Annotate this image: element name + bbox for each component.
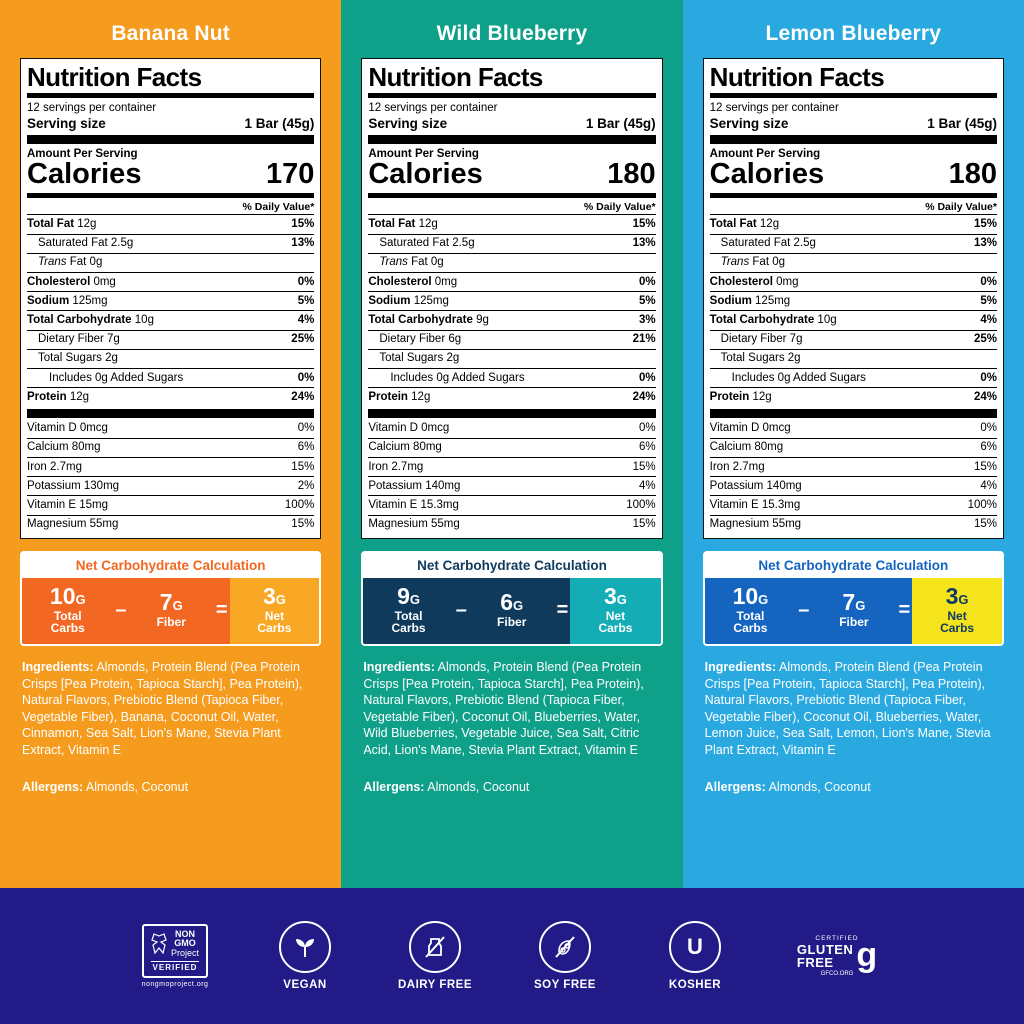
- gf-certified-text: CERTIFIED: [815, 934, 859, 942]
- servings-per-container: 12 servings per container: [709, 102, 839, 114]
- vitamin-label: Vitamin D 0mcg: [368, 422, 450, 435]
- nutrient-dv: 24%: [291, 390, 315, 403]
- nutrient-dv: 0%: [297, 371, 315, 384]
- vitamin-label: Vitamin D 0mcg: [709, 422, 791, 435]
- vitamin-label: Potassium 130mg: [27, 479, 120, 492]
- serving-size-label: Serving size: [709, 116, 789, 132]
- amount-per-serving: Amount Per Serving: [368, 148, 479, 161]
- vitamin-dv: 15%: [632, 460, 656, 473]
- butterfly-icon: [151, 933, 167, 955]
- gf-org-text: GFCO.ORG: [820, 971, 854, 978]
- net-total-caption: Total Carbs: [50, 608, 85, 636]
- nutrient-label: Dietary Fiber 7g: [720, 333, 803, 346]
- serving-size-value: 1 Bar (45g): [244, 116, 315, 132]
- vitamin-label: Iron 2.7mg: [709, 460, 765, 473]
- kosher-u-glyph: U: [687, 934, 703, 959]
- net-total-caption: Total Carbs: [733, 608, 768, 636]
- daily-value-header: % Daily Value*: [242, 201, 315, 214]
- net-result-value: 3: [603, 582, 617, 609]
- nutrient-dv: 13%: [291, 237, 315, 250]
- ingredients-text: Almonds, Protein Blend (Pea Protein Crisps [Pea Protein, Tapioca Starch], Pea Protein), Natural Flavors, Prebiotic Blend (Tapioca Fiber, Vegetable Fiber), Coconut Oil, Blueberries, Water, Wild Blueberries, Vegetable Juice, Sea Salt, Citric Acid, Lion's Mane, Stevia Plant Extract, Vitamin E: [363, 660, 644, 757]
- serving-size-value: 1 Bar (45g): [585, 116, 656, 132]
- ingredients-label: Ingredients:: [363, 660, 435, 675]
- nutrient-dv: 0%: [980, 371, 997, 384]
- vitamin-label: Vitamin E 15.3mg: [368, 498, 459, 511]
- nutrient-label: Cholesterol 0mg: [27, 275, 116, 288]
- nutrient-dv: 21%: [632, 333, 656, 346]
- net-fiber-value: 6: [500, 589, 514, 616]
- nutrient-dv: 0%: [297, 275, 315, 288]
- panel-banana-nut: [0, 0, 341, 888]
- net-carb-row: [363, 578, 660, 644]
- serving-size-row: [368, 115, 655, 133]
- vitamin-dv: 0%: [980, 422, 997, 435]
- vitamin-rows: [710, 420, 997, 534]
- daily-value-header: % Daily Value*: [583, 201, 656, 214]
- nutrient-label: Includes 0g Added Sugars: [390, 371, 525, 384]
- nutrient-label: Sodium 125mg: [709, 294, 791, 307]
- badge-vegan: [257, 921, 353, 991]
- net-total-caption: Total Carbs: [391, 608, 426, 636]
- nutrition-facts-title: Nutrition Facts: [709, 62, 885, 92]
- allergens-label: Allergens:: [363, 780, 425, 795]
- nutrient-label: Protein 12g: [368, 390, 431, 403]
- nutrient-label: Saturated Fat 2.5g: [38, 237, 134, 250]
- ingredients-text: Almonds, Protein Blend (Pea Protein Crisps [Pea Protein, Tapioca Starch], Pea Protein), Natural Flavors, Prebiotic Blend (Tapioca Fiber, Vegetable Fiber), Banana, Coconut Oil, Water, Cinnamon, Sea Salt, Lion's Mane, Stevia Plant Extract, Vitamin E: [22, 660, 303, 757]
- amount-per-serving: Amount Per Serving: [709, 148, 821, 161]
- kosher-caption: KOSHER: [668, 979, 722, 991]
- non-gmo-url: nongmoproject.org: [141, 981, 209, 989]
- amount-per-serving: Amount Per Serving: [27, 148, 138, 161]
- nutrient-label: Total Sugars 2g: [379, 352, 460, 365]
- calories-label: Calories: [27, 158, 142, 191]
- badge-non-gmo: [127, 924, 223, 989]
- kosher-u-icon: [669, 921, 721, 973]
- vitamin-label: Vitamin D 0mcg: [27, 422, 108, 435]
- nutrient-label: Dietary Fiber 7g: [38, 333, 120, 346]
- servings-per-container: 12 servings per container: [27, 102, 157, 114]
- nutrient-rows: [27, 215, 314, 406]
- certification-footer: [0, 888, 1024, 1024]
- vitamin-label: Vitamin E 15mg: [27, 498, 108, 511]
- vitamin-label: Magnesium 55mg: [27, 518, 119, 531]
- nutrient-dv: 5%: [639, 294, 656, 307]
- ingredients-label: Ingredients:: [704, 660, 777, 675]
- badge-kosher: [647, 921, 743, 991]
- gf-free-text: FREE: [796, 955, 834, 971]
- allergens-text: Almonds, Coconut: [765, 780, 871, 795]
- net-carb-row: [705, 578, 1002, 644]
- nutrient-dv: 15%: [632, 217, 656, 230]
- nutrient-dv: 15%: [973, 217, 997, 230]
- nutrient-dv: 0%: [639, 371, 656, 384]
- allergens-block: [705, 780, 1002, 794]
- vitamin-dv: 100%: [967, 498, 997, 511]
- calories-row: [368, 160, 655, 191]
- net-result-cell: [912, 578, 1002, 644]
- nutrient-label: Trans Fat 0g: [379, 256, 444, 269]
- vitamin-dv: 6%: [980, 441, 997, 454]
- net-fiber-value: 7: [159, 589, 173, 616]
- net-fiber-value: 7: [842, 589, 856, 616]
- nutrient-label: Total Carbohydrate 10g: [27, 313, 154, 326]
- net-result-unit: G: [958, 591, 969, 607]
- net-result-cell: [230, 578, 320, 644]
- serving-size-row: [27, 115, 314, 133]
- dairy-free-icon: [409, 921, 461, 973]
- nutrient-label: Total Fat 12g: [368, 217, 438, 230]
- calories-value: 180: [607, 158, 656, 191]
- vitamin-dv: 15%: [632, 518, 656, 531]
- net-carb-title: Net Carbohydrate Calculation: [75, 557, 266, 573]
- nutrient-dv: 3%: [639, 313, 656, 326]
- leaf-glyph: [292, 934, 318, 960]
- net-fiber-unit: G: [513, 598, 524, 614]
- calories-label: Calories: [709, 158, 825, 191]
- net-carb-title: Net Carbohydrate Calculation: [417, 557, 607, 573]
- nutrient-dv: 4%: [980, 313, 997, 326]
- net-fiber-cell: [129, 578, 214, 644]
- gf-g-logo: g: [856, 935, 878, 974]
- vitamin-label: Vitamin E 15.3mg: [709, 498, 801, 511]
- net-carb-box: [703, 551, 1004, 646]
- nutrition-facts-label: [20, 58, 321, 539]
- nutrition-facts-title: Nutrition Facts: [27, 62, 202, 92]
- net-fiber-caption: Fiber: [497, 615, 527, 630]
- non-gmo-text: NON GMO Project: [170, 928, 199, 958]
- net-carb-row: [22, 578, 319, 644]
- minus-sign: –: [455, 599, 467, 622]
- nutrient-label: Protein 12g: [27, 390, 90, 403]
- vitamin-label: Calcium 80mg: [368, 441, 442, 454]
- vitamin-label: Calcium 80mg: [27, 441, 101, 454]
- net-result-value: 3: [945, 582, 959, 609]
- net-total-value: 10: [732, 582, 759, 609]
- nutrient-label: Trans Fat 0g: [38, 256, 103, 269]
- panel-wild-blueberry: [341, 0, 682, 888]
- net-carb-box: [20, 551, 321, 646]
- nutrient-label: Sodium 125mg: [368, 294, 449, 307]
- calories-label: Calories: [368, 158, 483, 191]
- nutrition-facts-label: [361, 58, 662, 539]
- dairy-free-caption: DAIRY FREE: [397, 979, 472, 991]
- nutrient-label: Total Sugars 2g: [720, 352, 801, 365]
- allergens-text: Almonds, Coconut: [424, 780, 530, 795]
- vitamin-dv: 4%: [980, 479, 997, 492]
- vitamin-rows: [368, 420, 655, 534]
- nutrient-label: Cholesterol 0mg: [368, 275, 458, 288]
- equals-sign: =: [556, 599, 569, 622]
- allergens-label: Allergens:: [704, 780, 766, 795]
- vitamin-dv: 0%: [639, 422, 656, 435]
- nutrient-dv: 13%: [973, 237, 997, 250]
- badge-soy-free: [517, 921, 613, 991]
- vitamin-dv: 6%: [639, 441, 656, 454]
- milk-carton-glyph: [421, 933, 449, 961]
- nutrient-dv: 15%: [291, 217, 315, 230]
- allergens-label: Allergens:: [22, 780, 84, 795]
- net-total-value: 10: [49, 582, 76, 609]
- vitamin-dv: 15%: [291, 518, 315, 531]
- badge-dairy-free: [387, 921, 483, 991]
- nutrient-dv: 24%: [632, 390, 656, 403]
- net-fiber-unit: G: [855, 598, 866, 614]
- nutrient-dv: 25%: [973, 333, 997, 346]
- vitamin-dv: 100%: [626, 498, 656, 511]
- serving-size-value: 1 Bar (45g): [927, 116, 997, 132]
- nutrient-label: Total Sugars 2g: [38, 352, 118, 365]
- serving-size-label: Serving size: [27, 116, 106, 132]
- nutrient-label: Total Carbohydrate 10g: [709, 313, 837, 326]
- ingredients-block: [22, 659, 319, 758]
- serving-size-label: Serving size: [368, 116, 448, 132]
- nutrient-label: Total Fat 12g: [709, 217, 780, 230]
- equals-sign: =: [898, 599, 911, 622]
- equals-sign: =: [215, 599, 228, 622]
- servings-per-container: 12 servings per container: [368, 102, 498, 114]
- vitamin-dv: 15%: [291, 460, 315, 473]
- vegan-leaf-icon: [279, 921, 331, 973]
- net-total-unit: G: [758, 591, 769, 607]
- nutrient-label: Total Carbohydrate 9g: [368, 313, 489, 326]
- allergens-block: [363, 780, 660, 794]
- vitamin-dv: 100%: [284, 498, 315, 511]
- net-total-cell: [705, 578, 797, 644]
- vitamin-label: Potassium 140mg: [368, 479, 461, 492]
- nutrition-facts-title: Nutrition Facts: [368, 62, 543, 92]
- nutrient-label: Saturated Fat 2.5g: [720, 237, 816, 250]
- net-fiber-unit: G: [172, 598, 183, 614]
- net-fiber-cell: [469, 578, 555, 644]
- nutrient-dv: 0%: [639, 275, 656, 288]
- net-total-cell: [363, 578, 453, 644]
- vitamin-dv: 2%: [297, 479, 315, 492]
- net-fiber-caption: Fiber: [156, 615, 186, 630]
- nutrient-label: Saturated Fat 2.5g: [379, 237, 475, 250]
- ingredients-block: [363, 659, 660, 758]
- calories-value: 170: [265, 158, 315, 191]
- vitamin-dv: 6%: [297, 441, 315, 454]
- nutrient-label: Total Fat 12g: [27, 217, 97, 230]
- nutrition-facts-label: [703, 58, 1004, 539]
- vitamin-label: Iron 2.7mg: [27, 460, 82, 473]
- nutrient-label: Trans Fat 0g: [720, 256, 786, 269]
- flavor-title: Banana Nut: [111, 22, 230, 45]
- calories-row: [710, 160, 997, 191]
- net-result-cell: [570, 578, 660, 644]
- nutrient-dv: 25%: [291, 333, 315, 346]
- net-total-unit: G: [409, 591, 420, 607]
- nutrient-dv: 5%: [980, 294, 997, 307]
- net-fiber-cell: [811, 578, 896, 644]
- net-total-value: 9: [397, 582, 410, 609]
- net-carb-title: Net Carbohydrate Calculation: [758, 557, 949, 573]
- minus-sign: –: [115, 599, 127, 622]
- badge-gluten-free: [777, 935, 897, 977]
- nutrient-label: Dietary Fiber 6g: [379, 333, 462, 346]
- verified-text: VERIFIED: [152, 962, 198, 972]
- soy-free-caption: SOY FREE: [534, 979, 596, 991]
- net-result-caption: Net Carbs: [940, 608, 975, 636]
- calories-value: 180: [948, 158, 997, 191]
- vitamin-label: Potassium 140mg: [709, 479, 802, 492]
- vegan-caption: VEGAN: [283, 979, 327, 991]
- net-total-cell: [22, 578, 114, 644]
- net-total-unit: G: [75, 591, 86, 607]
- nutrient-label: Includes 0g Added Sugars: [731, 371, 866, 384]
- net-fiber-caption: Fiber: [839, 615, 869, 630]
- ingredients-block: [705, 659, 1002, 758]
- allergens-block: [22, 780, 319, 794]
- ingredients-text: Almonds, Protein Blend (Pea Protein Crisps [Pea Protein, Tapioca Starch], Pea Protein), Natural Flavors, Prebiotic Blend (Tapioca Fiber, Vegetable Fiber), Coconut Oil, Blueberries, Water, Lemon Juice, Sea Salt, Lemon, Lion's Mane, Stevia Plant Extract, Vitamin E: [704, 660, 991, 757]
- ingredients-label: Ingredients:: [22, 660, 94, 675]
- nutrient-rows: [710, 215, 997, 406]
- soy-free-icon: [539, 921, 591, 973]
- daily-value-header: % Daily Value*: [925, 201, 997, 214]
- vitamin-label: Iron 2.7mg: [368, 460, 424, 473]
- net-result-value: 3: [262, 582, 276, 609]
- panel-lemon-blueberry: [683, 0, 1024, 888]
- nutrient-label: Protein 12g: [709, 390, 772, 403]
- net-result-unit: G: [275, 591, 286, 607]
- allergens-text: Almonds, Coconut: [83, 780, 189, 795]
- vitamin-dv: 0%: [297, 422, 315, 435]
- nutrient-dv: 24%: [973, 390, 997, 403]
- vitamin-label: Calcium 80mg: [709, 441, 784, 454]
- nutrient-label: Cholesterol 0mg: [709, 275, 799, 288]
- soybean-glyph: [551, 933, 579, 961]
- net-result-caption: Net Carbs: [257, 608, 292, 636]
- nutrient-label: Includes 0g Added Sugars: [49, 371, 184, 384]
- net-result-caption: Net Carbs: [598, 608, 633, 636]
- nutrient-dv: 4%: [297, 313, 315, 326]
- nutrient-dv: 0%: [980, 275, 997, 288]
- vitamin-label: Magnesium 55mg: [368, 518, 460, 531]
- net-carb-box: [361, 551, 662, 646]
- vitamin-dv: 15%: [973, 518, 997, 531]
- flavor-title: Wild Blueberry: [436, 22, 588, 45]
- nutrient-label: Sodium 125mg: [27, 294, 108, 307]
- non-gmo-project-verified-icon: [142, 924, 208, 979]
- serving-size-row: [710, 115, 997, 133]
- nutrient-dv: 13%: [632, 237, 656, 250]
- calories-row: [27, 160, 314, 191]
- net-result-unit: G: [616, 591, 627, 607]
- flavor-title: Lemon Blueberry: [765, 22, 942, 45]
- nutrient-dv: 5%: [297, 294, 315, 307]
- minus-sign: –: [798, 599, 810, 622]
- vitamin-label: Magnesium 55mg: [709, 518, 802, 531]
- vitamin-dv: 4%: [639, 479, 656, 492]
- certified-gluten-free-icon: [797, 935, 877, 977]
- gf-gluten-text: GLUTEN: [796, 942, 854, 958]
- vitamin-rows: [27, 420, 314, 534]
- vitamin-dv: 15%: [973, 460, 997, 473]
- nutrient-rows: [368, 215, 655, 406]
